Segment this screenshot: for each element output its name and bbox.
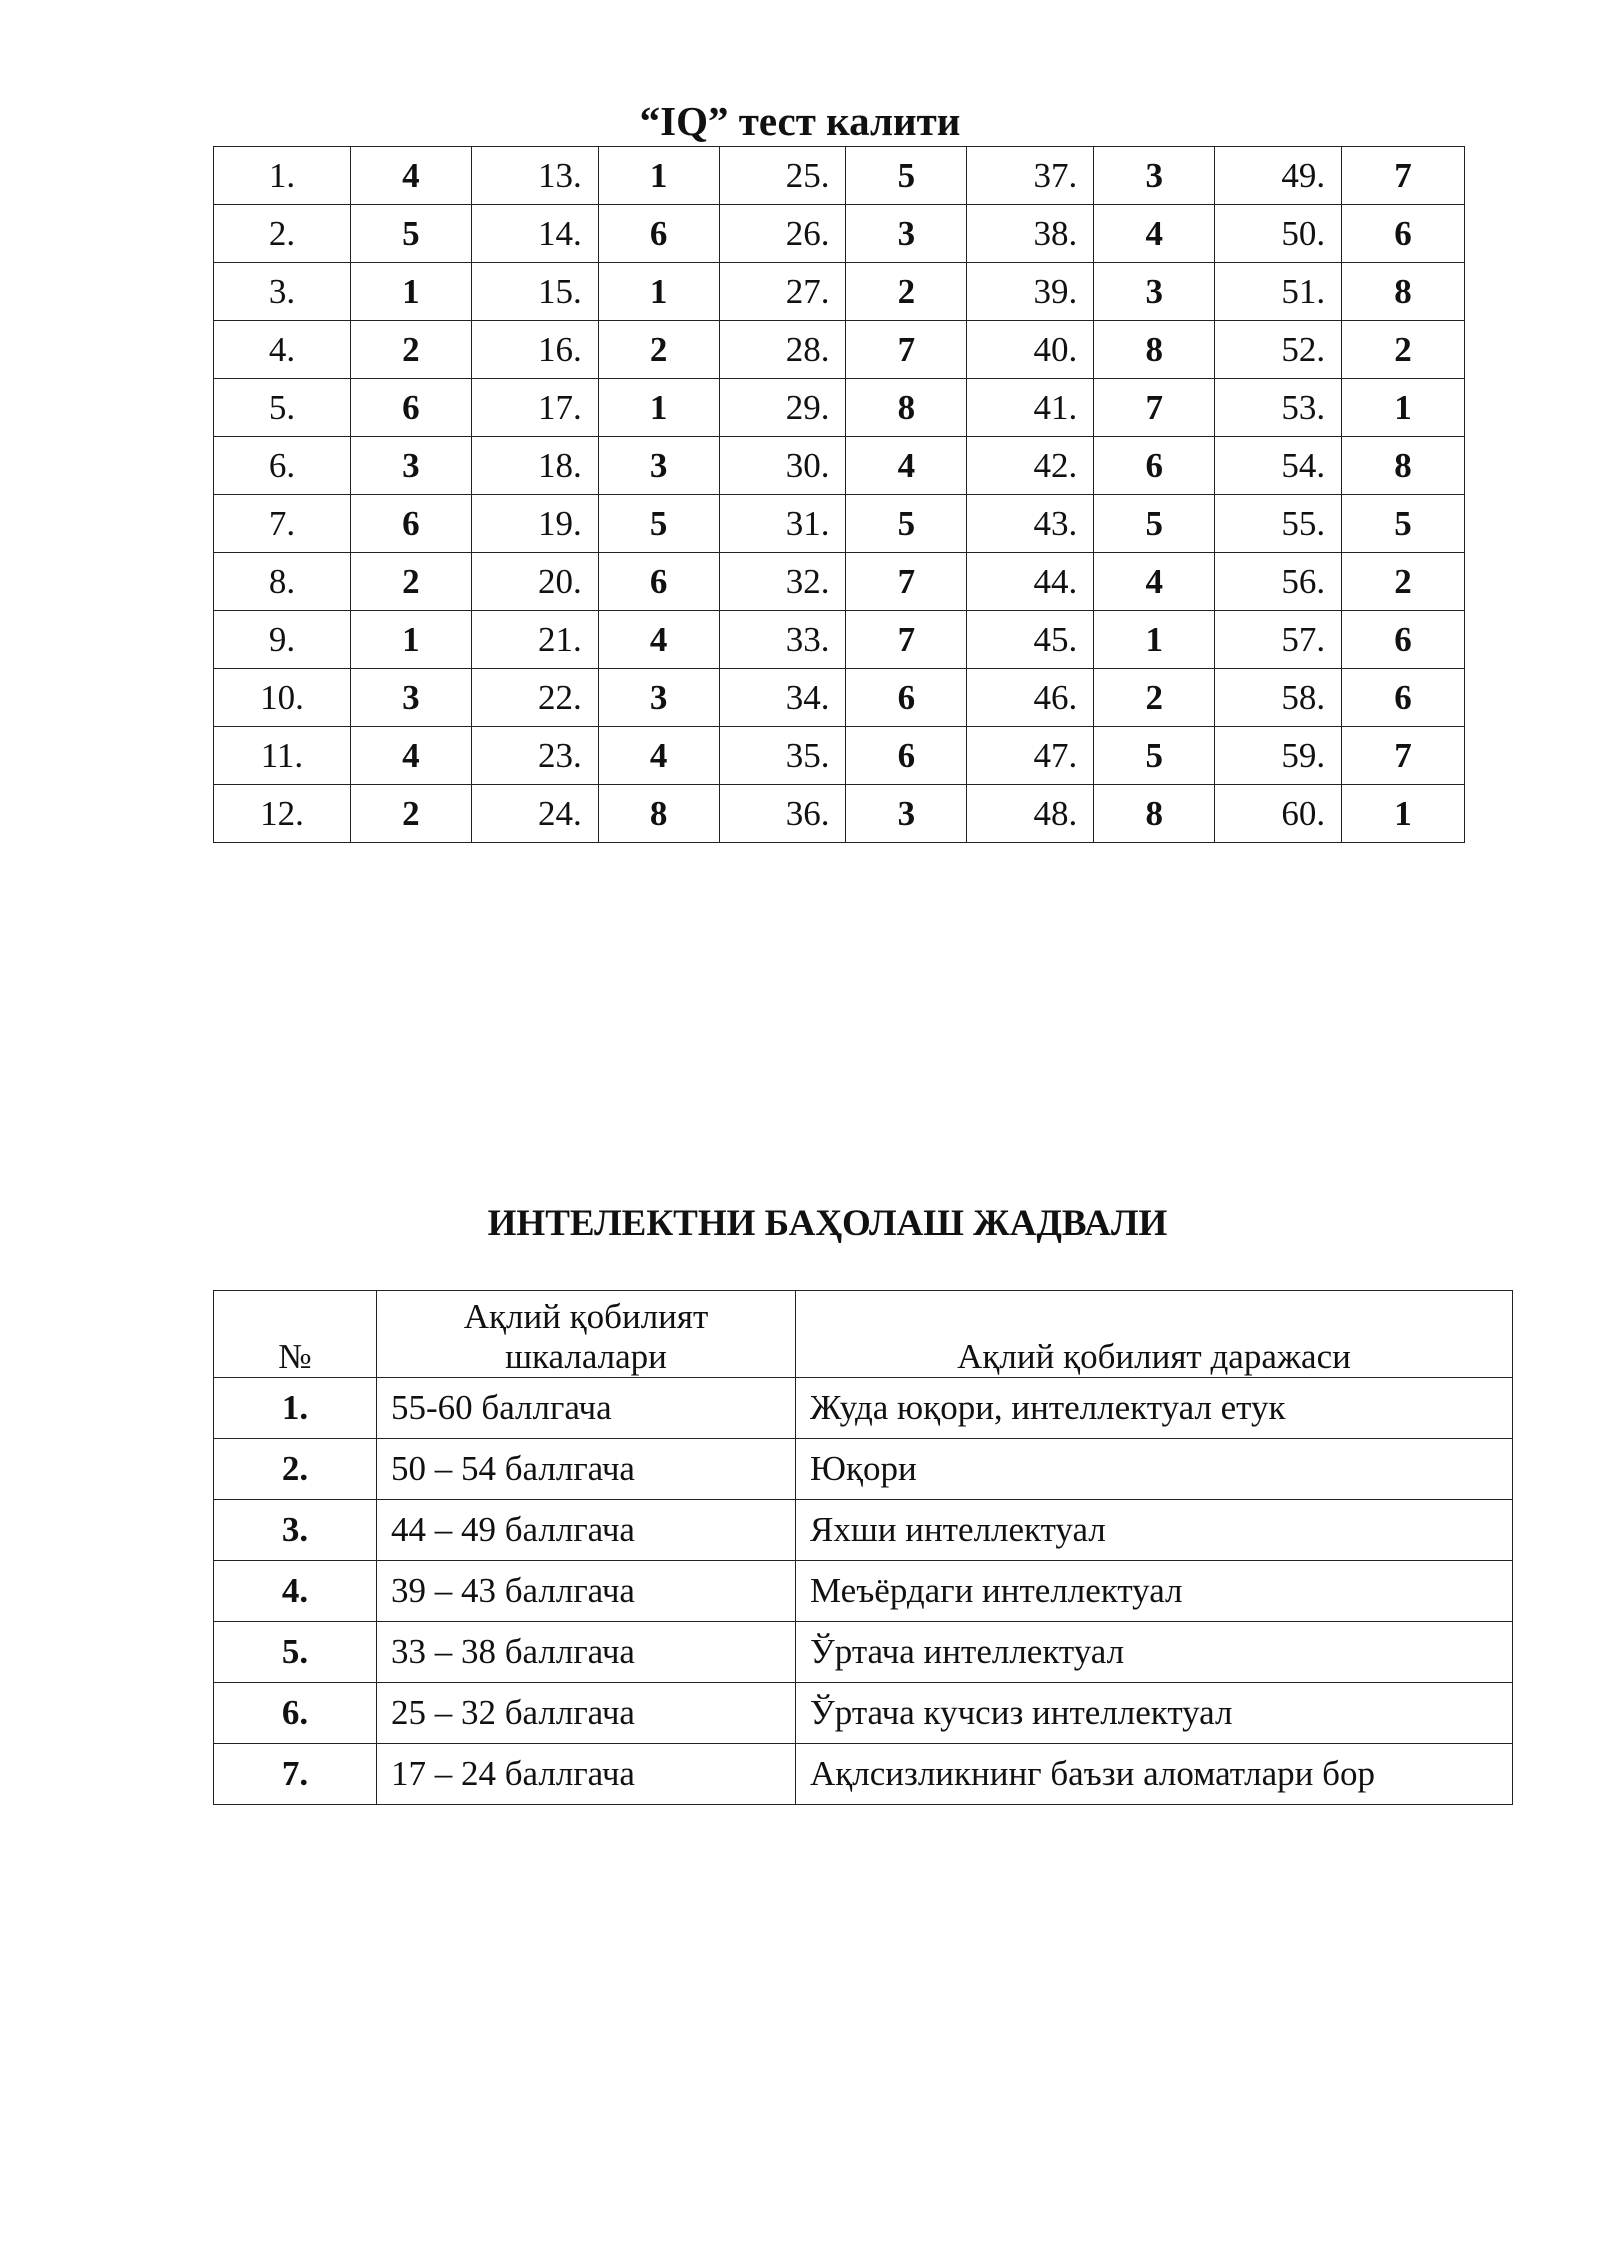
grading-row bbox=[214, 1744, 1513, 1805]
answer-value: 5 bbox=[350, 205, 471, 263]
answer-key-row bbox=[214, 205, 1465, 263]
row-index: 5. bbox=[214, 1622, 377, 1683]
question-number: 12. bbox=[214, 785, 351, 843]
question-number: 43. bbox=[967, 495, 1094, 553]
question-number: 25. bbox=[719, 147, 846, 205]
question-number: 13. bbox=[471, 147, 598, 205]
grading-row bbox=[214, 1439, 1513, 1500]
answer-value: 8 bbox=[846, 379, 967, 437]
answer-value: 2 bbox=[1094, 669, 1215, 727]
answer-value: 7 bbox=[1342, 147, 1465, 205]
answer-value: 3 bbox=[598, 669, 719, 727]
question-number: 2. bbox=[214, 205, 351, 263]
grading-row bbox=[214, 1378, 1513, 1439]
question-number: 3. bbox=[214, 263, 351, 321]
answer-value: 1 bbox=[598, 379, 719, 437]
score-range: 17 – 24 баллгача bbox=[377, 1744, 796, 1805]
question-number: 59. bbox=[1215, 727, 1342, 785]
grading-row bbox=[214, 1683, 1513, 1744]
answer-key-table bbox=[213, 146, 1465, 843]
question-number: 54. bbox=[1215, 437, 1342, 495]
answer-value: 7 bbox=[846, 611, 967, 669]
question-number: 31. bbox=[719, 495, 846, 553]
answer-value: 5 bbox=[846, 147, 967, 205]
answer-value: 6 bbox=[846, 727, 967, 785]
question-number: 28. bbox=[719, 321, 846, 379]
answer-key-row bbox=[214, 495, 1465, 553]
grading-row bbox=[214, 1500, 1513, 1561]
answer-value: 3 bbox=[846, 785, 967, 843]
answer-value: 7 bbox=[846, 321, 967, 379]
answer-value: 1 bbox=[598, 147, 719, 205]
answer-value: 6 bbox=[1342, 669, 1465, 727]
answer-value: 4 bbox=[1094, 205, 1215, 263]
answer-value: 3 bbox=[1094, 263, 1215, 321]
question-number: 26. bbox=[719, 205, 846, 263]
answer-value: 4 bbox=[1094, 553, 1215, 611]
answer-value: 1 bbox=[1094, 611, 1215, 669]
question-number: 39. bbox=[967, 263, 1094, 321]
question-number: 35. bbox=[719, 727, 846, 785]
question-number: 15. bbox=[471, 263, 598, 321]
question-number: 37. bbox=[967, 147, 1094, 205]
question-number: 33. bbox=[719, 611, 846, 669]
question-number: 8. bbox=[214, 553, 351, 611]
answer-key-row bbox=[214, 669, 1465, 727]
question-number: 18. bbox=[471, 437, 598, 495]
question-number: 1. bbox=[214, 147, 351, 205]
answer-value: 2 bbox=[1342, 321, 1465, 379]
answer-key-row bbox=[214, 727, 1465, 785]
answer-value: 7 bbox=[1342, 727, 1465, 785]
scale-header-line1: Ақлий қобилият bbox=[463, 1297, 709, 1336]
row-index: 6. bbox=[214, 1683, 377, 1744]
answer-value: 8 bbox=[598, 785, 719, 843]
question-number: 56. bbox=[1215, 553, 1342, 611]
answer-value: 1 bbox=[350, 263, 471, 321]
question-number: 19. bbox=[471, 495, 598, 553]
question-number: 20. bbox=[471, 553, 598, 611]
answer-value: 5 bbox=[1094, 495, 1215, 553]
answer-value: 4 bbox=[598, 611, 719, 669]
question-number: 4. bbox=[214, 321, 351, 379]
grading-row bbox=[214, 1561, 1513, 1622]
answer-key-row bbox=[214, 379, 1465, 437]
score-range: 39 – 43 баллгача bbox=[377, 1561, 796, 1622]
answer-key-row bbox=[214, 785, 1465, 843]
answer-value: 8 bbox=[1342, 437, 1465, 495]
answer-value: 8 bbox=[1094, 785, 1215, 843]
score-range: 55-60 баллгача bbox=[377, 1378, 796, 1439]
answer-value: 7 bbox=[846, 553, 967, 611]
answer-value: 1 bbox=[598, 263, 719, 321]
question-number: 7. bbox=[214, 495, 351, 553]
answer-value: 7 bbox=[1094, 379, 1215, 437]
ability-level: Ўртача кучсиз интеллектуал bbox=[796, 1683, 1513, 1744]
answer-value: 5 bbox=[1094, 727, 1215, 785]
answer-value: 4 bbox=[598, 727, 719, 785]
answer-value: 5 bbox=[598, 495, 719, 553]
answer-value: 6 bbox=[1342, 611, 1465, 669]
scale-column-header bbox=[377, 1291, 796, 1378]
question-number: 21. bbox=[471, 611, 598, 669]
question-number: 41. bbox=[967, 379, 1094, 437]
answer-value: 6 bbox=[1342, 205, 1465, 263]
number-column-header: № bbox=[214, 1291, 377, 1378]
answer-value: 2 bbox=[1342, 553, 1465, 611]
score-range: 50 – 54 баллгача bbox=[377, 1439, 796, 1500]
question-number: 14. bbox=[471, 205, 598, 263]
question-number: 10. bbox=[214, 669, 351, 727]
question-number: 5. bbox=[214, 379, 351, 437]
answer-value: 2 bbox=[350, 321, 471, 379]
question-number: 55. bbox=[1215, 495, 1342, 553]
question-number: 57. bbox=[1215, 611, 1342, 669]
answer-value: 2 bbox=[598, 321, 719, 379]
answer-value: 4 bbox=[350, 727, 471, 785]
question-number: 23. bbox=[471, 727, 598, 785]
answer-value: 6 bbox=[598, 553, 719, 611]
question-number: 22. bbox=[471, 669, 598, 727]
ability-level: Яхши интеллектуал bbox=[796, 1500, 1513, 1561]
question-number: 17. bbox=[471, 379, 598, 437]
grading-table bbox=[213, 1290, 1513, 1805]
answer-value: 8 bbox=[1342, 263, 1465, 321]
level-column-header: Ақлий қобилият даражаси bbox=[796, 1291, 1513, 1378]
answer-value: 6 bbox=[350, 495, 471, 553]
answer-key-title: “IQ” тест калити bbox=[639, 98, 961, 144]
score-range: 44 – 49 баллгача bbox=[377, 1500, 796, 1561]
answer-value: 1 bbox=[1342, 379, 1465, 437]
question-number: 48. bbox=[967, 785, 1094, 843]
question-number: 11. bbox=[214, 727, 351, 785]
question-number: 36. bbox=[719, 785, 846, 843]
row-index: 3. bbox=[214, 1500, 377, 1561]
answer-key-row bbox=[214, 553, 1465, 611]
answer-value: 4 bbox=[350, 147, 471, 205]
ability-level: Ақлсизликнинг баъзи аломатлари бор bbox=[796, 1744, 1513, 1805]
question-number: 44. bbox=[967, 553, 1094, 611]
question-number: 34. bbox=[719, 669, 846, 727]
question-number: 50. bbox=[1215, 205, 1342, 263]
answer-value: 3 bbox=[1094, 147, 1215, 205]
question-number: 30. bbox=[719, 437, 846, 495]
answer-value: 3 bbox=[846, 205, 967, 263]
answer-key-row bbox=[214, 611, 1465, 669]
question-number: 52. bbox=[1215, 321, 1342, 379]
answer-value: 8 bbox=[1094, 321, 1215, 379]
answer-value: 6 bbox=[350, 379, 471, 437]
question-number: 27. bbox=[719, 263, 846, 321]
question-number: 32. bbox=[719, 553, 846, 611]
answer-key-row bbox=[214, 321, 1465, 379]
question-number: 29. bbox=[719, 379, 846, 437]
answer-value: 6 bbox=[1094, 437, 1215, 495]
question-number: 51. bbox=[1215, 263, 1342, 321]
answer-value: 4 bbox=[846, 437, 967, 495]
question-number: 49. bbox=[1215, 147, 1342, 205]
question-number: 46. bbox=[967, 669, 1094, 727]
question-number: 38. bbox=[967, 205, 1094, 263]
ability-level: Юқори bbox=[796, 1439, 1513, 1500]
row-index: 2. bbox=[214, 1439, 377, 1500]
question-number: 9. bbox=[214, 611, 351, 669]
row-index: 4. bbox=[214, 1561, 377, 1622]
grading-row bbox=[214, 1622, 1513, 1683]
answer-value: 5 bbox=[1342, 495, 1465, 553]
question-number: 42. bbox=[967, 437, 1094, 495]
answer-value: 1 bbox=[1342, 785, 1465, 843]
question-number: 40. bbox=[967, 321, 1094, 379]
scale-header-line2: шкалалари bbox=[505, 1337, 667, 1376]
ability-level: Меъёрдаги интеллектуал bbox=[796, 1561, 1513, 1622]
answer-key-row bbox=[214, 437, 1465, 495]
grading-table-header-row bbox=[214, 1291, 1513, 1378]
answer-value: 6 bbox=[846, 669, 967, 727]
question-number: 45. bbox=[967, 611, 1094, 669]
ability-level: Жуда юқори, интеллектуал етук bbox=[796, 1378, 1513, 1439]
question-number: 24. bbox=[471, 785, 598, 843]
answer-value: 1 bbox=[350, 611, 471, 669]
question-number: 58. bbox=[1215, 669, 1342, 727]
answer-value: 3 bbox=[598, 437, 719, 495]
question-number: 16. bbox=[471, 321, 598, 379]
question-number: 47. bbox=[967, 727, 1094, 785]
row-index: 1. bbox=[214, 1378, 377, 1439]
grading-table-title: ИНТЕЛЕКТНИ БАҲОЛАШ ЖАДВАЛИ bbox=[487, 1203, 1168, 1244]
question-number: 6. bbox=[214, 437, 351, 495]
question-number: 60. bbox=[1215, 785, 1342, 843]
row-index: 7. bbox=[214, 1744, 377, 1805]
answer-value: 2 bbox=[846, 263, 967, 321]
question-number: 53. bbox=[1215, 379, 1342, 437]
answer-value: 6 bbox=[598, 205, 719, 263]
answer-value: 3 bbox=[350, 437, 471, 495]
score-range: 33 – 38 баллгача bbox=[377, 1622, 796, 1683]
answer-value: 2 bbox=[350, 553, 471, 611]
ability-level: Ўртача интеллектуал bbox=[796, 1622, 1513, 1683]
answer-value: 2 bbox=[350, 785, 471, 843]
score-range: 25 – 32 баллгача bbox=[377, 1683, 796, 1744]
answer-value: 3 bbox=[350, 669, 471, 727]
answer-key-row bbox=[214, 263, 1465, 321]
answer-value: 5 bbox=[846, 495, 967, 553]
answer-key-row bbox=[214, 147, 1465, 205]
